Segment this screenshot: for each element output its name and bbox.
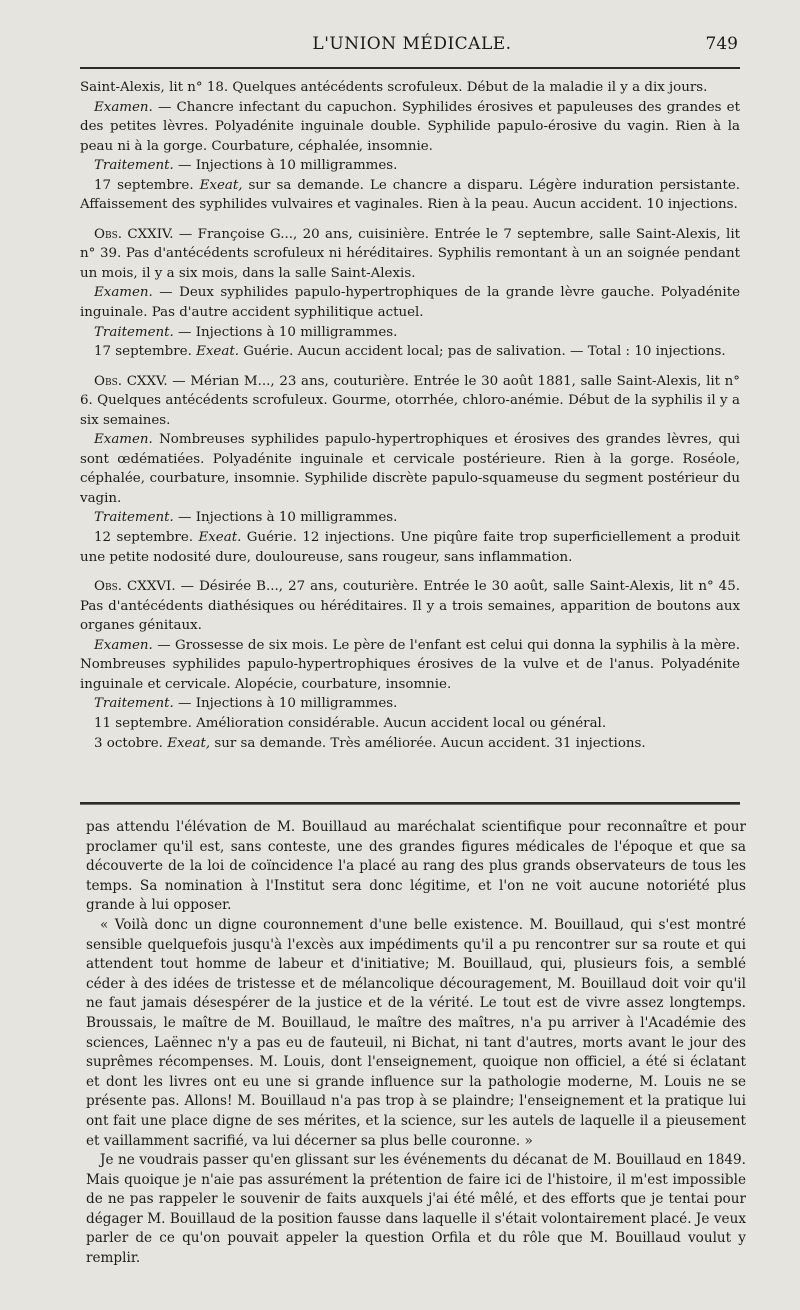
obs-intro-text: — Désirée B..., 27 ans, couturière. Entrée le 30 août, salle Saint-Alexis, lit n° 45. Pas d'antécédents diathésiques ou héréditaires. Il y a trois semaines, apparition de boutons aux organes génitaux.: [80, 579, 740, 634]
journal-title: L'UNION MÉDICALE.: [312, 34, 512, 54]
obs-label: Obs. CXXV.: [94, 373, 168, 389]
followup-text: Guérie. 12 injections. Une piqûre faite trop superficiellement a produit une petite nodosité dure, douloureuse, sans rougeur, sans inflammation.: [80, 530, 741, 565]
article-paragraph-3: Je ne voudrais passer qu'en glissant sur les événements du décanat de M. Bouillaud en 1849. Mais quoique je n'aie pas assurément la prétention de faire ici de l'histoire, il m'est impossible de ne pas rappeler le souvenir de faits auxquels j'ai été mêlé, et des efforts que je tentai pour dégager M. Bouillaud de la position fausse dans laquelle il s'était volontairement placé. Je veux parler de ce qu'on pouvait appeler la question Orfila et du rôle que M. Bouillaud voulut y remplir.: [86, 1152, 746, 1267]
obs-intro-text: — Mérian M..., 23 ans, couturière. Entrée le 30 août 1881, salle Saint-Alexis, lit n° 6. Quelques antécédents scrofuleux. Gourme, otorrhée, chloro-anémie. Début de la syphilis il y a six semaines.: [80, 373, 741, 428]
header-rule: [80, 67, 740, 69]
obs-124-followup: [80, 342, 740, 362]
obs-126-examen: [80, 636, 740, 695]
obs-125-examen: [80, 430, 740, 508]
case-observations: [80, 78, 740, 753]
article-paragraph-2: « Voilà donc un digne couronnement d'une belle existence. M. Bouillaud, qui s'est montré sensible quelquefois jusqu'à l'excès aux impédiments qu'il a pu rencontrer sur sa route et qui attendent tout homme de labeur et d'initiative; M. Bouillaud, qui, plusieurs fois, a semblé céder à des idées de tristesse et de mélancolique découragement, M. Bouillaud doit voir qu'il ne faut jamais désespérer de la justice et de la vérité. Le tout est de vivre assez longtemps. Broussais, le maître de M. Bouillaud, le maître des maîtres, n'a pu arriver à l'Académie des sciences, Laënnec n'y a pas eu de fauteuil, ni Bichat, ni tant d'autres, morts avant le jour des suprêmes récompenses. M. Louis, dont l'enseignement, quoique non officiel, a été si éclatant et dont les livres ont eu une si grande influence sur la pathologie moderne, M. Louis ne se présente pas. Allons! M. Bouillaud n'a pas trop à se plaindre; l'enseignement et la pratique lui ont fait une place digne de ses mérites, et la science, sur les autels de laquelle il a pieusement et vaillamment sacrifié, va lui décerner sa plus belle couronne. »: [86, 916, 746, 1149]
exeat-label: Exeat.: [198, 530, 242, 546]
traitement-text: — Injections à 10 milligrammes.: [173, 696, 398, 712]
obs-125-followup: [80, 528, 740, 567]
exeat-label: Exeat,: [167, 735, 211, 751]
examen-label: Examen.: [94, 285, 153, 301]
traitement-text: — Injections à 10 milligrammes.: [173, 324, 398, 340]
case-traitement: [80, 156, 740, 176]
article-paragraph-1: pas attendu l'élévation de M. Bouillaud au maréchalat scientifique pour reconnaître et pour proclamer qu'il est, sans conteste, une des grandes figures médicales de l'époque et que sa découverte de la loi de coïncidence l'a placé au rang des plus grands observateurs de tous les temps. Sa nomination à l'Institut sera donc légitime, et l'on ne voit aucune notoriété plus grande à lui opposer.: [86, 819, 746, 914]
examen-label: Examen.: [94, 99, 153, 115]
obs-126-intro: [80, 577, 740, 636]
traitement-text: — Injections à 10 milligrammes.: [173, 158, 398, 174]
obs-label: Obs. CXXVI.: [94, 579, 176, 595]
followup-text: Guérie. Aucun accident local; pas de salivation. — Total : 10 injections.: [238, 344, 726, 360]
obs-124-traitement: [80, 323, 740, 343]
examen-label: Examen.: [94, 432, 153, 448]
section-divider: [80, 802, 740, 805]
obs-intro-text: — Françoise G..., 20 ans, cuisinière. Entrée le 7 septembre, salle Saint-Alexis, lit n° 39. Pas d'antécédents scrofuleux ni héréditaires. Syphilis remontant à un an soignée pendant un mois, il y a six mois, dans la salle Saint-Alexis.: [80, 226, 740, 281]
examen-label: Examen.: [94, 637, 153, 653]
obs-126-traitement: [80, 694, 740, 714]
followup-date: 12 septembre.: [94, 530, 199, 546]
obs-126-followup-1: 11 septembre. Amélioration considérable. Aucun accident local ou général.: [94, 715, 607, 731]
obs-126-followup-2: [80, 734, 740, 754]
obs-124-examen: [80, 283, 740, 322]
examen-text: Nombreuses syphilides papulo-hypertrophiques et érosives des grandes lèvres, qui sont œdématiées. Polyadénite inguinale et cervicale postérieure. Rien à la gorge. Roséole, céphalée, courbature, insomnie. Syphilide discrète papulo-squameuse du segment postérieur du vagin.: [80, 432, 740, 506]
traitement-label: Traitement.: [94, 158, 174, 174]
traitement-label: Traitement.: [94, 324, 174, 340]
running-head: [0, 34, 800, 60]
page-number: 749: [705, 34, 738, 54]
case-intro: Saint-Alexis, lit n° 18. Quelques antécédents scrofuleux. Début de la maladie il y a dix jours.: [80, 80, 708, 95]
followup-text: sur sa demande. Très améliorée. Aucun accident. 31 injections.: [210, 735, 646, 751]
examen-text: — Deux syphilides papulo-hypertrophiques de la grande lèvre gauche. Polyadénite inguinale. Pas d'autre accident syphilitique actuel.: [80, 285, 740, 321]
exeat-label: Exeat.: [196, 344, 239, 360]
obs-125-traitement: [80, 508, 740, 528]
feuilleton-article: [86, 818, 746, 1269]
obs-label: Obs. CXXIV.: [94, 226, 174, 242]
followup-date: 17 septembre.: [94, 344, 197, 360]
traitement-label: Traitement.: [94, 510, 174, 526]
obs-124-intro: [80, 225, 740, 284]
case-examen: [80, 98, 740, 157]
traitement-label: Traitement.: [94, 696, 174, 712]
traitement-text: — Injections à 10 milligrammes.: [173, 510, 398, 526]
followup-text: sur sa demande. Le chancre a disparu. Légère induration persistante. Affaissement des syphilides vulvaires et vaginales. Rien à la peau. Aucun accident. 10 injections.: [80, 177, 741, 213]
obs-125-intro: [80, 372, 740, 431]
followup-date: 3 octobre.: [94, 735, 168, 751]
examen-text: — Grossesse de six mois. Le père de l'enfant est celui qui donna la syphilis à la mère. Nombreuses syphilides papulo-hypertrophiques érosives de la vulve et de l'anus. Polyadénite inguinale et cervicale. Alopécie, courbature, insomnie.: [80, 637, 740, 692]
case-followup: [80, 176, 740, 215]
exeat-label: Exeat,: [199, 177, 243, 193]
examen-text: — Chancre infectant du capuchon. Syphilides érosives et papuleuses des grandes et des petites lèvres. Polyadénite inguinale double. Syphilide papulo-érosive du vagin. Rien à la peau ni à la gorge. Courbature, céphalée, insomnie.: [80, 99, 740, 154]
followup-date: 17 septembre.: [94, 177, 200, 193]
